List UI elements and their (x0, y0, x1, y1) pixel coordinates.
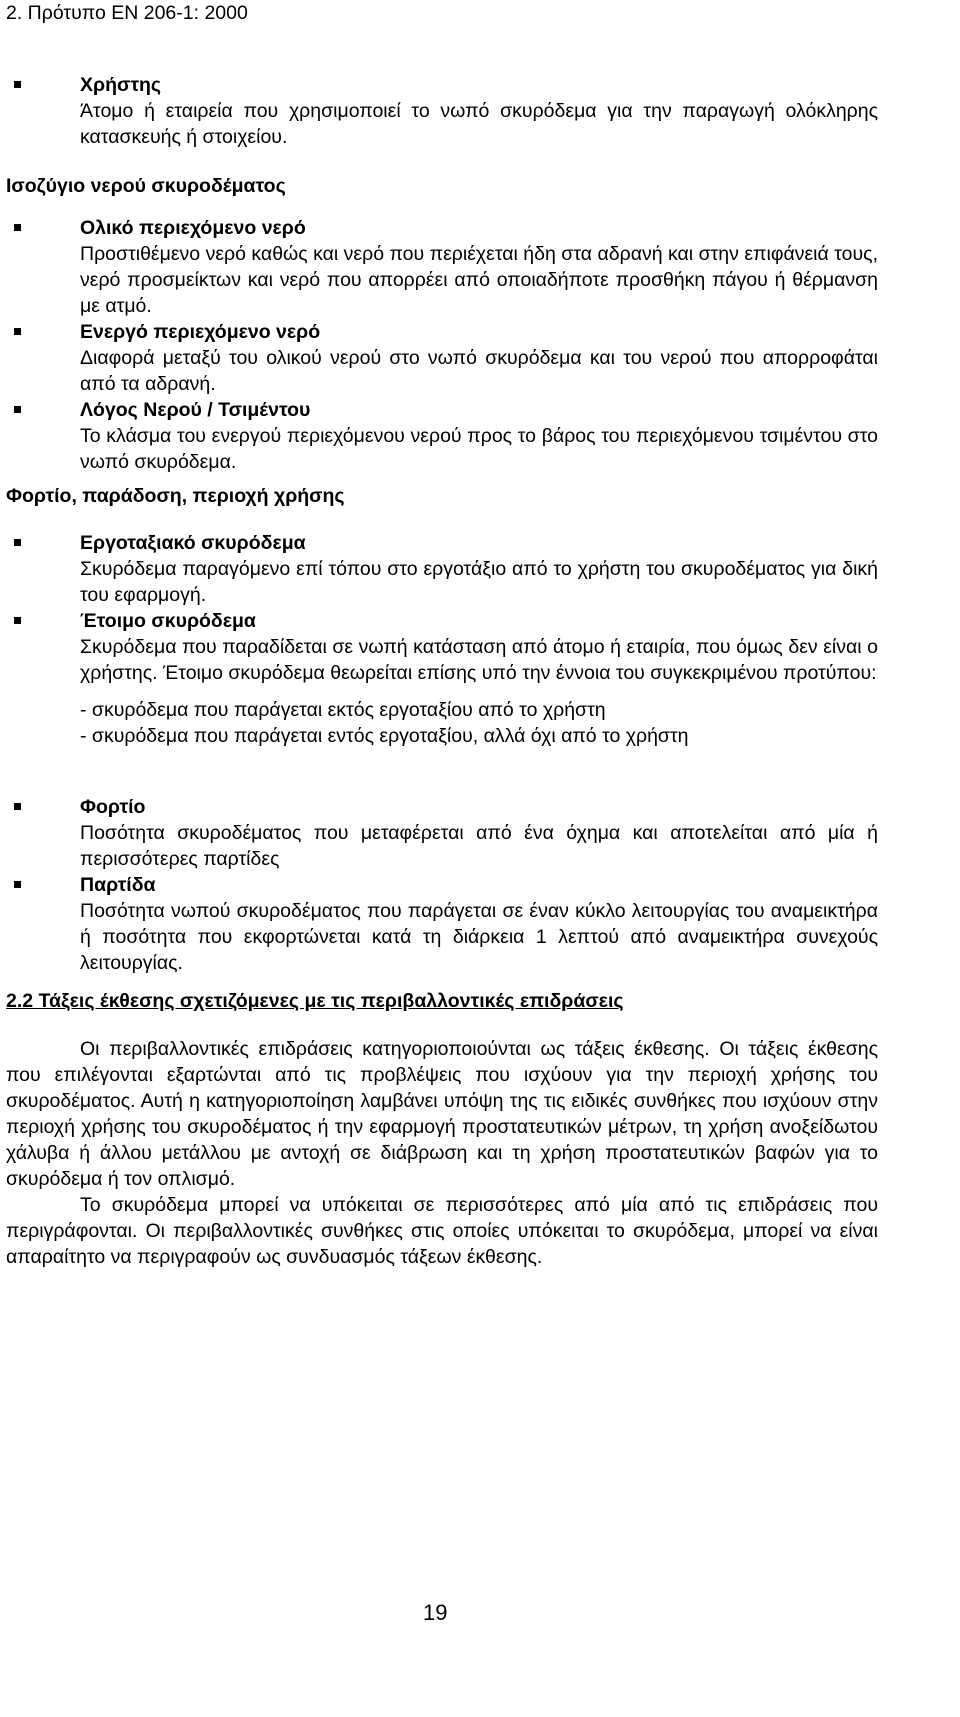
bullet-icon (14, 224, 21, 231)
term: Εργοταξιακό σκυρόδεμα (80, 532, 306, 554)
definition: Προστιθέμενο νερό καθώς και νερό που περιέχεται ήδη στα αδρανή και στην επιφάνειά τους, νερό προσμείκτων και νερό που απορρέει από οποιαδήποτε προσθήκη πάγου ή θέρμανση με ατμό. (80, 243, 878, 317)
term: Φορτίο (80, 796, 146, 818)
term: Ολικό περιεχόμενο νερό (80, 217, 306, 239)
dash-item: - σκυρόδεμα που παράγεται εκτός εργοταξίου από το χρήστη (80, 699, 606, 721)
term: Λόγος Νερού / Τσιμέντου (80, 399, 311, 421)
term: Παρτίδα (80, 874, 156, 896)
definition: Σκυρόδεμα που παραδίδεται σε νωπή κατάσταση από άτομο ή εταιρία, που όμως δεν είναι ο χρήστης. Έτοιμο σκυρόδεμα θεωρείται επίσης υπό την έννοια του συγκεκριμένου προτύπου: (80, 636, 878, 684)
definition-item-batch (6, 872, 878, 976)
definition: Σκυρόδεμα παραγόμενο επί τόπου στο εργοτάξιο από το χρήστη του σκυροδέματος για δική του εφαρμογή. (80, 558, 878, 606)
definition-item-site-concrete (6, 530, 878, 608)
definition-item-effective-water (6, 319, 878, 397)
section-heading: 2.2 Τάξεις έκθεσης σχετιζόμενες με τις περιβαλλοντικές επιδράσεις (6, 990, 624, 1012)
definition-item-ready-mixed (6, 608, 878, 686)
term: Έτοιμο σκυρόδεμα (80, 610, 256, 632)
definition-item-water-cement-ratio (6, 397, 878, 475)
bullet-icon (14, 617, 21, 624)
bullet-icon (14, 81, 21, 88)
definition-item-load (6, 794, 878, 872)
section-title: Φορτίο, παράδοση, περιοχή χρήσης (6, 485, 345, 507)
paragraph: Το σκυρόδεμα μπορεί να υπόκειται σε περισσότερες από μία από τις επιδράσεις που περιγράφονται. Οι περιβαλλοντικές συνθήκες στις οποίες υπόκειται το σκυρόδεμα, μπορεί να είναι απαραίτητο να περιγραφούν ως συνδυασμός τάξεων έκθεσης. (6, 1194, 878, 1268)
bullet-icon (14, 881, 21, 888)
paragraph: Οι περιβαλλοντικές επιδράσεις κατηγοριοποιούνται ως τάξεις έκθεσης. Οι τάξεις έκθεσης που επιλέγονται εξαρτώνται από τις προβλέψεις που ισχύουν για την περιοχή χρήσης του σκυροδέματος. Αυτή η κατηγοριοποίηση λαμβάνει υπόψη της τις ειδικές συνθήκες που ισχύουν στην περιοχή χρήσης του σκυροδέματος ή την εφαρμογή προστατευτικών μέτρων, τη χρήση ανοξείδωτου χάλυβα ή άλλου μετάλλου με αντοχή σε διάβρωση και τη χρήση προστατευτικών βαφών για το σκυρόδεμα ή τον οπλισμό. (6, 1038, 878, 1190)
bullet-icon (14, 406, 21, 413)
page-number: 19 (423, 1600, 448, 1625)
term: Ενεργό περιεχόμενο νερό (80, 321, 321, 343)
definition: Ποσότητα νωπού σκυροδέματος που παράγεται σε έναν κύκλο λειτουργίας του αναμεικτήρα ή ποσότητα που εκφορτώνεται κατά τη διάρκεια 1 λεπτού από αναμεικτήρα συνεχούς λειτουργίας. (80, 900, 878, 974)
term: Χρήστης (80, 74, 162, 96)
definition: Διαφορά μεταξύ του ολικού νερού στο νωπό σκυρόδεμα και του νερού που απορροφάται από τα αδρανή. (80, 347, 878, 395)
bullet-icon (14, 539, 21, 546)
definition-item-user (6, 72, 878, 150)
definition-item-total-water (6, 215, 878, 319)
definition: Άτομο ή εταιρεία που χρησιμοποιεί το νωπό σκυρόδεμα για την παραγωγή ολόκληρης κατασκευής ή στοιχείου. (80, 100, 878, 148)
bullet-icon (14, 803, 21, 810)
definition: Το κλάσμα του ενεργού περιεχόμενου νερού προς το βάρος του περιεχόμενου τσιμέντου στο νωπό σκυρόδεμα. (80, 425, 878, 473)
running-header: 2. Πρότυπο ΕΝ 206-1: 2000 (6, 2, 248, 24)
dash-item: - σκυρόδεμα που παράγεται εντός εργοταξίου, αλλά όχι από το χρήστη (80, 725, 689, 747)
bullet-icon (14, 328, 21, 335)
definition: Ποσότητα σκυροδέματος που μεταφέρεται από ένα όχημα και αποτελείται από μία ή περισσότερες παρτίδες (80, 822, 878, 870)
section-title: Ισοζύγιο νερού σκυροδέματος (6, 175, 286, 197)
